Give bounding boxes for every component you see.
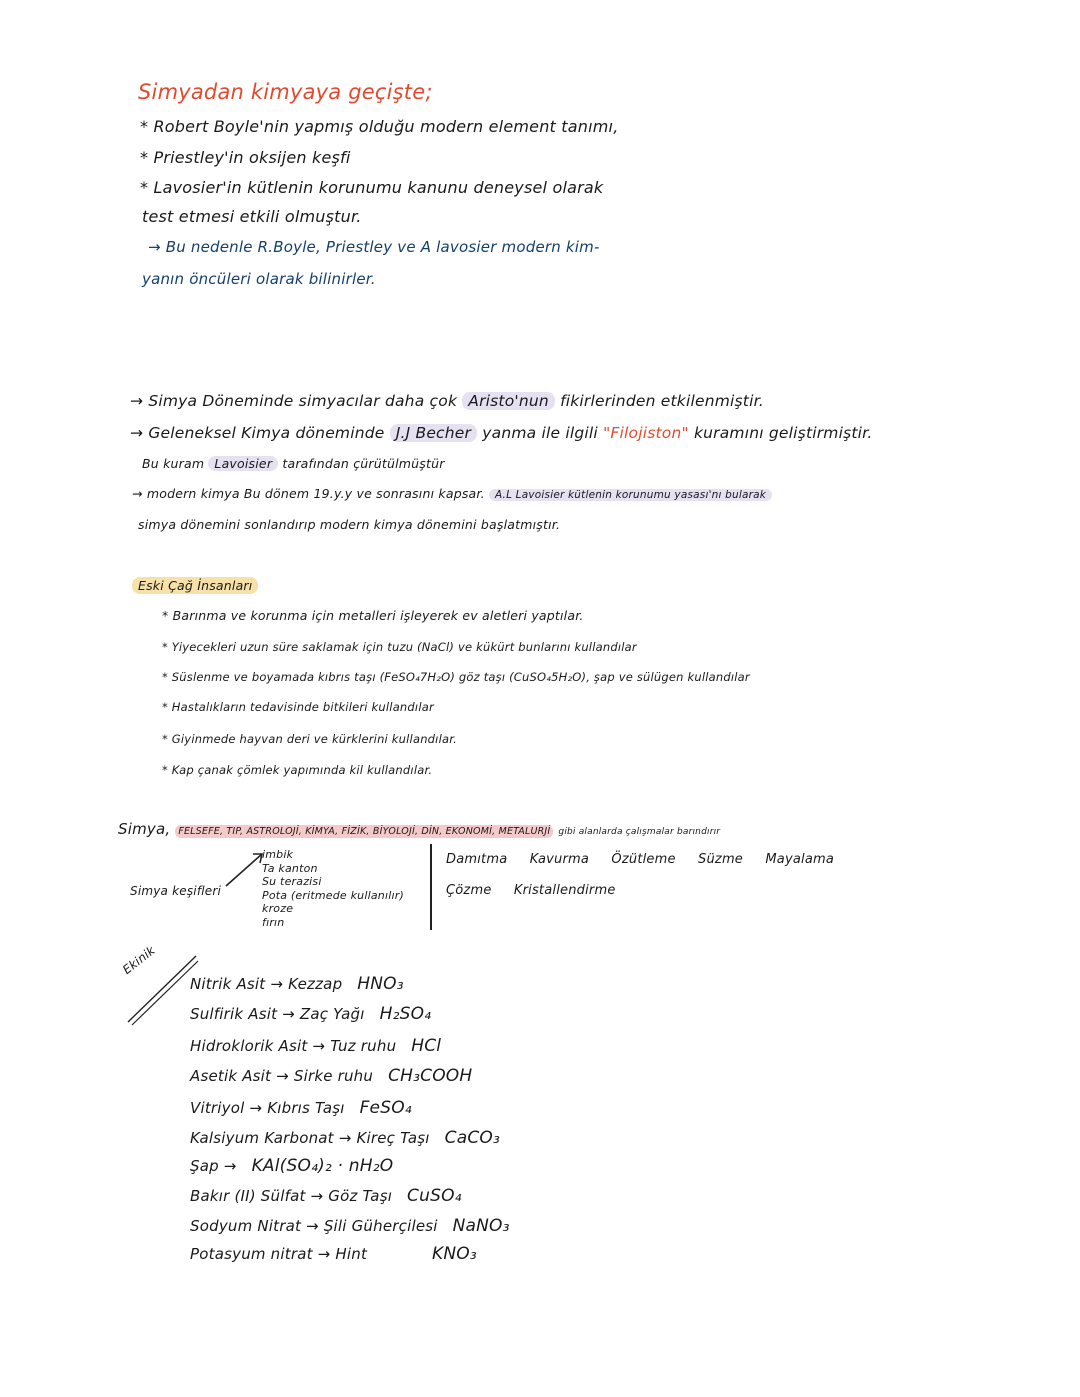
section4-fields: FELSEFE, TIP, ASTROLOJİ, KİMYA, FİZİK, BİYOLOJİ, DİN, EKONOMİ, METALURJİ <box>175 825 553 838</box>
section1-item-2: * Priestley'in oksijen keşfi <box>140 148 351 167</box>
tool-item: Su terazisi <box>262 875 322 888</box>
tool-item: Pota (eritmede kullanılır) <box>262 888 404 902</box>
section4-kesifler-label: Simya keşifleri <box>130 884 222 898</box>
section1-item-4: test etmesi etkili olmuştur. <box>142 207 362 226</box>
dict-row: Şap → KAl(SO₄)₂ · nH₂O <box>190 1156 394 1176</box>
dict-common: Zaç Yağı <box>299 1005 365 1023</box>
dict-common: Şili Güherçilesi <box>323 1217 438 1235</box>
dict-name: Kalsiyum Karbonat <box>190 1129 334 1147</box>
section1-item-3: * Lavosier'in kütlenin korunumu kanunu deneysel olarak <box>140 178 604 197</box>
dict-name: Hidroklorik Asit <box>190 1037 308 1055</box>
section1-item-1: * Robert Boyle'nin yapmış olduğu modern element tanımı, <box>140 117 619 136</box>
dict-formula: KAl(SO₄)₂ · nH₂O <box>251 1156 394 1176</box>
section3-item-3: * Süslenme ve boyamada kıbrıs taşı (FeSO₄7H₂O) göz taşı (CuSO₄5H₂O), şap ve sülügen kullandılar <box>162 670 750 684</box>
section4-methods-row2 <box>446 883 616 898</box>
tool-item: Ta kanton <box>262 861 318 875</box>
section2-line1-pre: → Simya Döneminde simyacılar daha çok <box>130 392 458 410</box>
dict-formula: HNO₃ <box>357 974 404 994</box>
dict-name: Şap <box>190 1157 219 1175</box>
section2-line4-highlight: A.L Lavoisier kütlenin korunumu yasası'nı bularak <box>489 489 772 501</box>
method-item: Özütleme <box>611 852 676 867</box>
section3-heading <box>132 578 258 593</box>
dict-row: Bakır (II) Sülfat → Göz Taşı CuSO₄ <box>190 1186 462 1206</box>
tool-item: fırın <box>262 915 285 929</box>
tool-item: imbik <box>262 848 294 861</box>
section3-item-6: * Kap çanak çömlek yapımında kil kullandılar. <box>162 763 433 777</box>
section2-line4 <box>132 486 772 501</box>
dict-formula: CuSO₄ <box>407 1186 462 1206</box>
dict-name: Asetik Asit <box>190 1067 272 1085</box>
dict-row: Hidroklorik Asit → Tuz ruhu HCl <box>190 1036 442 1056</box>
section2-line2-highlight: J.J Becher <box>390 424 477 442</box>
vertical-divider <box>430 844 432 930</box>
dict-row: Sulfirik Asit → Zaç Yağı H₂SO₄ <box>190 1004 432 1024</box>
dict-row: Sodyum Nitrat → Şili Güherçilesi NaNO₃ <box>190 1216 510 1236</box>
dict-common: Kezzap <box>288 975 343 993</box>
section4-simya-line <box>118 820 720 838</box>
tool-item: kroze <box>262 902 294 915</box>
section2-line1 <box>130 392 764 410</box>
dict-name: Nitrik Asit <box>190 975 266 993</box>
dict-common: Sirke ruhu <box>293 1067 374 1085</box>
section2-line2-mid: yanma ile ilgili <box>482 424 598 442</box>
dict-formula: KNO₃ <box>432 1244 477 1264</box>
method-item: Kavurma <box>529 852 590 867</box>
section2-line2-post: kuramını geliştirmiştir. <box>693 424 873 442</box>
dict-row: Kalsiyum Karbonat → Kireç Taşı CaCO₃ <box>190 1128 500 1148</box>
dict-formula: CaCO₃ <box>444 1128 500 1148</box>
section2-line5: simya dönemini sonlandırıp modern kimya dönemini başlatmıştır. <box>138 517 561 532</box>
side-label-underline <box>124 952 200 1026</box>
section3-item-5: * Giyinmede hayvan deri ve kürklerini kullandılar. <box>162 732 457 746</box>
section4-simya-label: Simya, <box>118 820 171 838</box>
section4-suffix: gibi alanlarda çalışmalar barındırır <box>558 827 721 837</box>
section2-line1-post: fikirlerinden etkilenmiştir. <box>560 392 764 410</box>
dict-formula: H₂SO₄ <box>379 1004 432 1024</box>
section3-item-1: * Barınma ve korunma için metalleri işleyerek ev aletleri yaptılar. <box>162 608 584 623</box>
section4-tools-list <box>262 848 404 929</box>
section1-title: Simyadan kimyaya geçişte; <box>138 80 433 104</box>
method-item: Süzme <box>698 852 744 867</box>
method-item: Kristallendirme <box>513 883 616 898</box>
dict-formula: NaNO₃ <box>452 1216 510 1236</box>
dict-row: Potasyum nitrat → Hint KNO₃ <box>190 1244 477 1264</box>
section3-heading-text: Eski Çağ İnsanları <box>132 577 258 594</box>
dict-common: Kireç Taşı <box>356 1129 430 1147</box>
section4-methods-row1 <box>446 852 834 867</box>
dict-common: Göz Taşı <box>328 1187 393 1205</box>
section3-item-2: * Yiyecekleri uzun süre saklamak için tuzu (NaCl) ve kükürt bunlarını kullandılar <box>162 640 637 654</box>
section2-line3-highlight: Lavoisier <box>208 456 278 471</box>
section5-side-label: Ekinik <box>120 943 158 978</box>
dict-row: Nitrik Asit → Kezzap HNO₃ <box>190 974 404 994</box>
section2-line2 <box>130 424 872 442</box>
method-item: Çözme <box>446 883 492 898</box>
section2-line3-post: tarafından çürütülmüştür <box>282 456 445 471</box>
dict-name: Vitriyol <box>190 1099 245 1117</box>
dict-name: Sodyum Nitrat <box>190 1217 302 1235</box>
section3-item-4: * Hastalıkların tedavisinde bitkileri kullandılar <box>162 700 434 714</box>
dict-row: Asetik Asit → Sirke ruhu CH₃COOH <box>190 1066 473 1086</box>
dict-name: Sulfirik Asit <box>190 1005 278 1023</box>
method-item: Mayalama <box>765 852 835 867</box>
dict-formula: CH₃COOH <box>388 1066 473 1086</box>
dict-name: Potasyum nitrat <box>190 1245 313 1263</box>
dict-formula: FeSO₄ <box>359 1098 412 1118</box>
dict-name: Bakır (II) Sülfat <box>190 1187 306 1205</box>
dict-common: Tuz ruhu <box>330 1037 397 1055</box>
section2-line4-pre: → modern kimya Bu dönem 19.y.y ve sonrasını kapsar. <box>132 486 485 501</box>
dict-common: Kıbrıs Taşı <box>267 1099 345 1117</box>
section2-line3 <box>142 456 445 471</box>
section2-line2-pre: → Geleneksel Kimya döneminde <box>130 424 385 442</box>
section1-note-line2: yanın öncüleri olarak bilinirler. <box>142 270 376 288</box>
section1-note-line1: → Bu nedenle R.Boyle, Priestley ve A lavosier modern kim- <box>148 238 600 256</box>
dict-formula: HCl <box>411 1036 442 1056</box>
section2-line3-pre: Bu kuram <box>142 456 205 471</box>
section2-line1-highlight: Aristo'nun <box>462 392 555 410</box>
method-item: Damıtma <box>446 852 508 867</box>
dict-row: Vitriyol → Kıbrıs Taşı FeSO₄ <box>190 1098 412 1118</box>
dict-common: Hint <box>335 1245 368 1263</box>
section2-line2-red: "Filojiston" <box>603 424 689 442</box>
